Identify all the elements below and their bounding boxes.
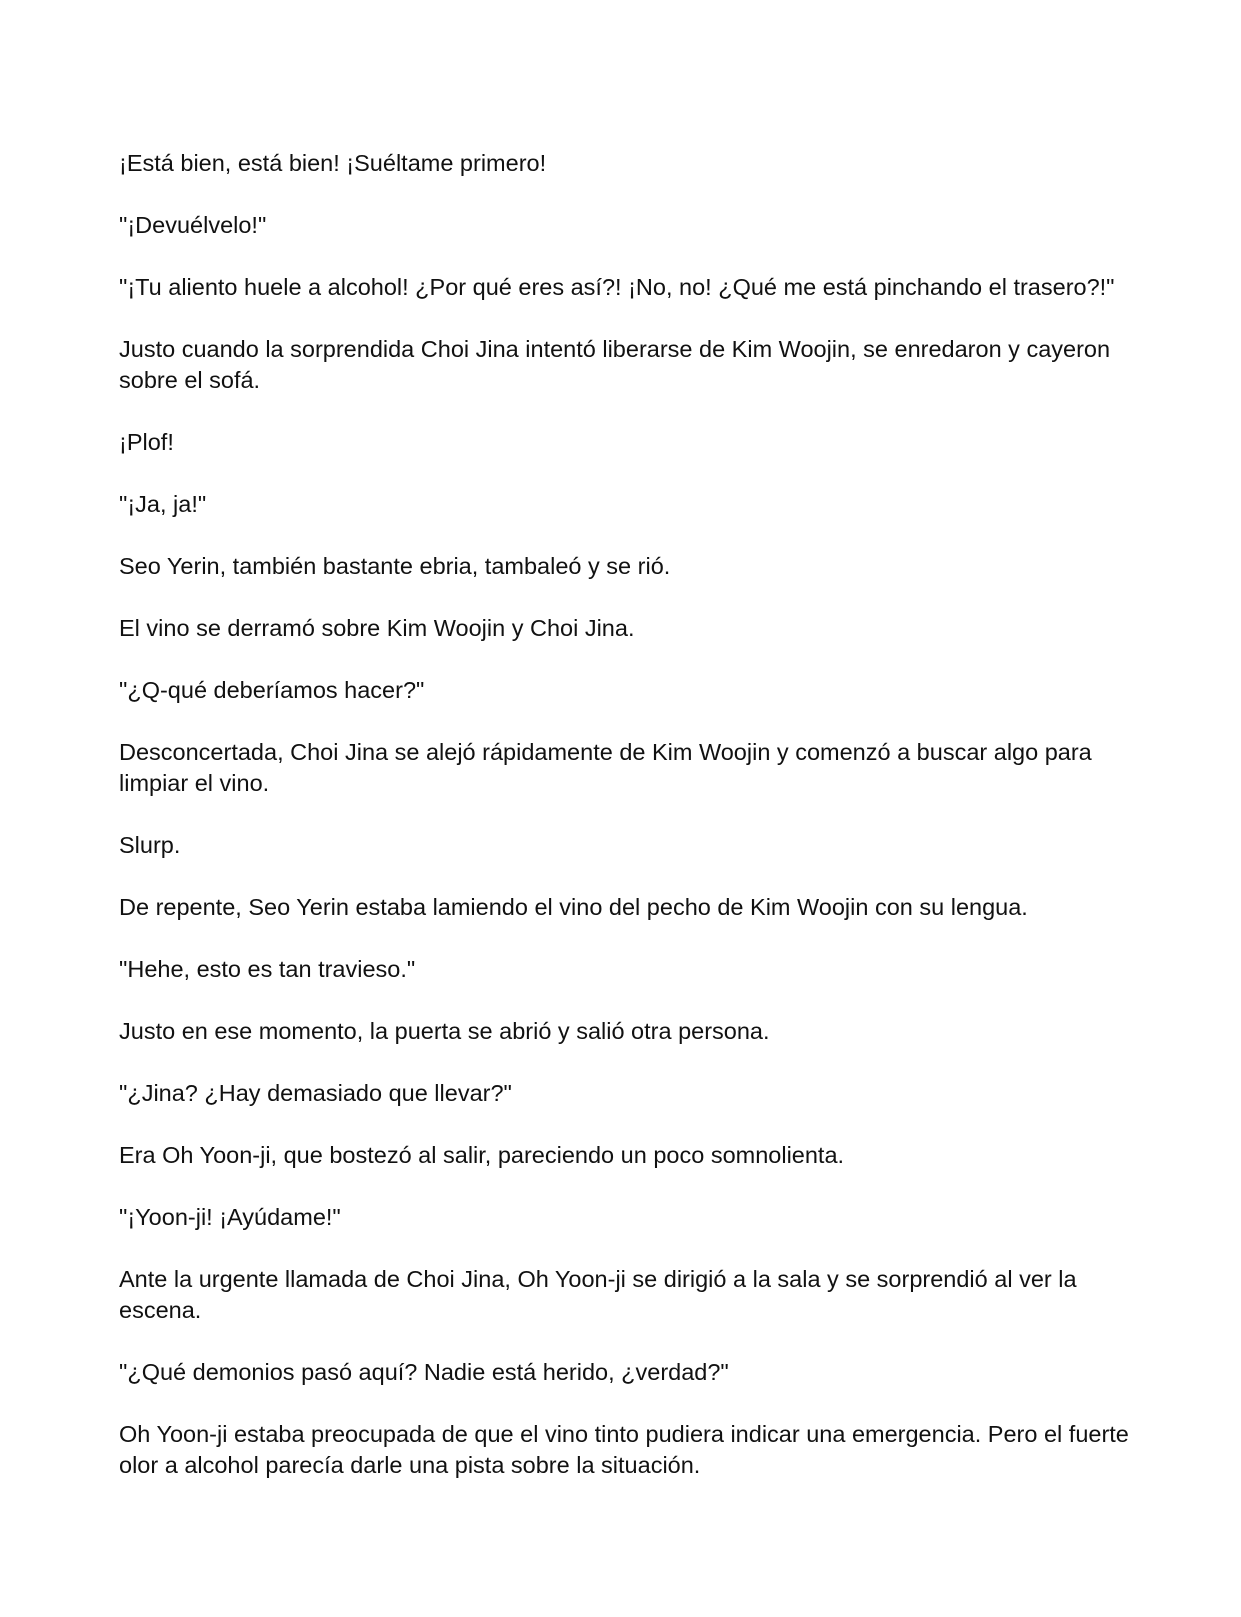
paragraph: ¡Está bien, está bien! ¡Suéltame primero!: [119, 150, 547, 176]
paragraph: Era Oh Yoon-ji, que bostezó al salir, pareciendo un poco somnolienta.: [119, 1142, 845, 1168]
paragraph: "¿Qué demonios pasó aquí? Nadie está herido, ¿verdad?": [119, 1359, 729, 1385]
paragraph: "¡Ja, ja!": [119, 491, 207, 517]
paragraph: Justo en ese momento, la puerta se abrió y salió otra persona.: [119, 1018, 770, 1044]
paragraph: Ante la urgente llamada de Choi Jina, Oh Yoon-ji se dirigió a la sala y se sorprendió al ver la escena.: [119, 1266, 1077, 1323]
paragraph: "Hehe, esto es tan travieso.": [119, 956, 416, 982]
paragraph: Justo cuando la sorprendida Choi Jina intentó liberarse de Kim Woojin, se enredaron y cayeron sobre el sofá.: [119, 336, 1111, 393]
document-body: [119, 148, 1129, 1512]
paragraph: "¡Tu aliento huele a alcohol! ¿Por qué eres así?! ¡No, no! ¿Qué me está pinchando el trasero?!": [119, 274, 1115, 300]
paragraph: "¡Devuélvelo!": [119, 212, 267, 238]
paragraph: "¿Jina? ¿Hay demasiado que llevar?": [119, 1080, 512, 1106]
paragraph: Oh Yoon-ji estaba preocupada de que el vino tinto pudiera indicar una emergencia. Pero el fuerte olor a alcohol parecía darle una pista sobre la situación.: [119, 1421, 1129, 1478]
paragraph: Desconcertada, Choi Jina se alejó rápidamente de Kim Woojin y comenzó a buscar algo para limpiar el vino.: [119, 739, 1092, 796]
paragraph: El vino se derramó sobre Kim Woojin y Choi Jina.: [119, 615, 635, 641]
paragraph: Slurp.: [119, 832, 181, 858]
paragraph: "¿Q-qué deberíamos hacer?": [119, 677, 425, 703]
paragraph: "¡Yoon-ji! ¡Ayúdame!": [119, 1204, 341, 1230]
paragraph: ¡Plof!: [119, 429, 174, 455]
paragraph: Seo Yerin, también bastante ebria, tambaleó y se rió.: [119, 553, 671, 579]
paragraph: De repente, Seo Yerin estaba lamiendo el vino del pecho de Kim Woojin con su lengua.: [119, 894, 1028, 920]
